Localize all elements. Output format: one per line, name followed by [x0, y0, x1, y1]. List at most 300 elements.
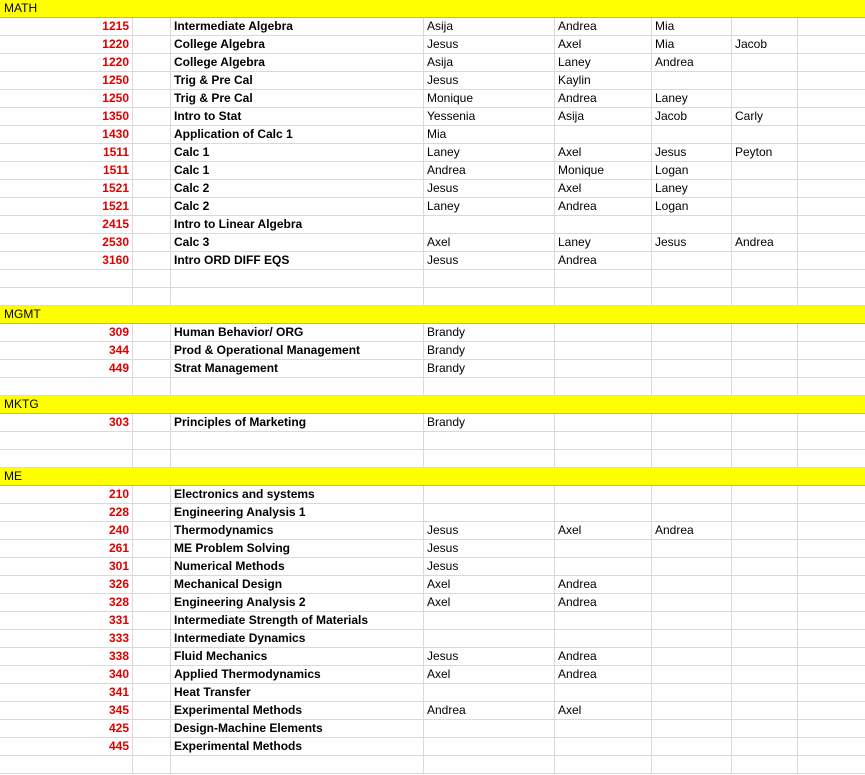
empty-cell[interactable]	[0, 378, 133, 395]
tutor-name-cell[interactable]	[732, 216, 798, 233]
course-number-cell[interactable]: 341	[0, 684, 133, 701]
tutor-name-cell[interactable]: Andrea	[652, 54, 732, 71]
empty-cell[interactable]	[798, 414, 865, 431]
empty-cell[interactable]	[424, 432, 555, 449]
tutor-name-cell[interactable]: Axel	[555, 36, 652, 53]
empty-cell[interactable]	[798, 558, 865, 575]
department-label[interactable]: MKTG	[4, 397, 39, 411]
course-number-cell[interactable]: 1521	[0, 180, 133, 197]
tutor-name-cell[interactable]: Axel	[555, 702, 652, 719]
tutor-name-cell[interactable]: Jacob	[732, 36, 798, 53]
course-title-cell[interactable]: Strat Management	[171, 360, 424, 377]
tutor-name-cell[interactable]	[424, 216, 555, 233]
course-title-cell[interactable]: Intro ORD DIFF EQS	[171, 252, 424, 269]
empty-cell[interactable]	[798, 288, 865, 305]
empty-cell[interactable]	[798, 684, 865, 701]
course-title-cell[interactable]: Calc 2	[171, 180, 424, 197]
course-title-cell[interactable]: Trig & Pre Cal	[171, 90, 424, 107]
tutor-name-cell[interactable]: Laney	[555, 54, 652, 71]
empty-cell[interactable]	[555, 378, 652, 395]
course-number-cell[interactable]: 228	[0, 504, 133, 521]
tutor-name-cell[interactable]	[652, 504, 732, 521]
course-title-cell[interactable]: College Algebra	[171, 36, 424, 53]
tutor-name-cell[interactable]: Laney	[424, 144, 555, 161]
course-number-cell[interactable]: 2530	[0, 234, 133, 251]
empty-cell[interactable]	[133, 666, 171, 683]
tutor-name-cell[interactable]: Axel	[424, 666, 555, 683]
empty-cell[interactable]	[798, 630, 865, 647]
tutor-name-cell[interactable]	[652, 720, 732, 737]
tutor-name-cell[interactable]	[732, 126, 798, 143]
course-title-cell[interactable]: Calc 1	[171, 144, 424, 161]
tutor-name-cell[interactable]	[652, 414, 732, 431]
course-number-cell[interactable]: 333	[0, 630, 133, 647]
empty-cell[interactable]	[798, 756, 865, 773]
tutor-name-cell[interactable]: Peyton	[732, 144, 798, 161]
tutor-name-cell[interactable]	[652, 216, 732, 233]
course-number-cell[interactable]: 1350	[0, 108, 133, 125]
course-title-cell[interactable]: Thermodynamics	[171, 522, 424, 539]
tutor-name-cell[interactable]: Brandy	[424, 324, 555, 341]
course-number-cell[interactable]: 1250	[0, 90, 133, 107]
tutor-name-cell[interactable]	[555, 540, 652, 557]
tutor-name-cell[interactable]	[555, 558, 652, 575]
tutor-name-cell[interactable]: Andrea	[555, 648, 652, 665]
tutor-name-cell[interactable]	[732, 648, 798, 665]
course-number-cell[interactable]: 1215	[0, 18, 133, 35]
empty-cell[interactable]	[133, 288, 171, 305]
tutor-name-cell[interactable]: Jesus	[424, 540, 555, 557]
tutor-name-cell[interactable]: Kaylin	[555, 72, 652, 89]
tutor-name-cell[interactable]: Andrea	[555, 198, 652, 215]
empty-cell[interactable]	[555, 432, 652, 449]
empty-cell[interactable]	[798, 198, 865, 215]
empty-cell[interactable]	[555, 288, 652, 305]
course-number-cell[interactable]: 1220	[0, 36, 133, 53]
empty-cell[interactable]	[133, 504, 171, 521]
tutor-name-cell[interactable]	[652, 72, 732, 89]
tutor-name-cell[interactable]	[732, 342, 798, 359]
tutor-name-cell[interactable]: Andrea	[555, 90, 652, 107]
course-title-cell[interactable]: Intermediate Strength of Materials	[171, 612, 424, 629]
empty-cell[interactable]	[0, 270, 133, 287]
tutor-name-cell[interactable]: Jesus	[424, 252, 555, 269]
tutor-name-cell[interactable]	[555, 738, 652, 755]
empty-cell[interactable]	[133, 108, 171, 125]
empty-cell[interactable]	[798, 504, 865, 521]
tutor-name-cell[interactable]: Brandy	[424, 360, 555, 377]
empty-cell[interactable]	[133, 180, 171, 197]
course-number-cell[interactable]: 449	[0, 360, 133, 377]
tutor-name-cell[interactable]	[732, 18, 798, 35]
empty-cell[interactable]	[732, 450, 798, 467]
tutor-name-cell[interactable]	[732, 666, 798, 683]
tutor-name-cell[interactable]: Brandy	[424, 414, 555, 431]
department-label[interactable]: MGMT	[4, 307, 41, 321]
course-title-cell[interactable]: Applied Thermodynamics	[171, 666, 424, 683]
tutor-name-cell[interactable]	[555, 630, 652, 647]
tutor-name-cell[interactable]	[424, 630, 555, 647]
tutor-name-cell[interactable]	[555, 504, 652, 521]
course-title-cell[interactable]: Engineering Analysis 1	[171, 504, 424, 521]
tutor-name-cell[interactable]: Asija	[424, 18, 555, 35]
tutor-name-cell[interactable]	[652, 630, 732, 647]
course-number-cell[interactable]: 2415	[0, 216, 133, 233]
empty-cell[interactable]	[732, 270, 798, 287]
course-title-cell[interactable]: Intermediate Dynamics	[171, 630, 424, 647]
empty-cell[interactable]	[798, 486, 865, 503]
course-number-cell[interactable]: 1511	[0, 144, 133, 161]
empty-cell[interactable]	[133, 234, 171, 251]
tutor-name-cell[interactable]	[555, 216, 652, 233]
tutor-name-cell[interactable]	[652, 540, 732, 557]
empty-cell[interactable]	[798, 90, 865, 107]
course-number-cell[interactable]: 1511	[0, 162, 133, 179]
tutor-name-cell[interactable]: Monique	[424, 90, 555, 107]
empty-cell[interactable]	[652, 450, 732, 467]
empty-cell[interactable]	[798, 612, 865, 629]
tutor-name-cell[interactable]	[652, 360, 732, 377]
course-title-cell[interactable]: Trig & Pre Cal	[171, 72, 424, 89]
empty-cell[interactable]	[798, 252, 865, 269]
empty-cell[interactable]	[0, 288, 133, 305]
tutor-name-cell[interactable]: Logan	[652, 198, 732, 215]
course-number-cell[interactable]: 1250	[0, 72, 133, 89]
tutor-name-cell[interactable]: Jesus	[424, 648, 555, 665]
tutor-name-cell[interactable]	[732, 612, 798, 629]
empty-cell[interactable]	[171, 270, 424, 287]
tutor-name-cell[interactable]	[732, 540, 798, 557]
empty-cell[interactable]	[424, 270, 555, 287]
empty-cell[interactable]	[798, 576, 865, 593]
empty-cell[interactable]	[798, 432, 865, 449]
tutor-name-cell[interactable]: Axel	[424, 234, 555, 251]
tutor-name-cell[interactable]	[555, 720, 652, 737]
course-title-cell[interactable]: Mechanical Design	[171, 576, 424, 593]
tutor-name-cell[interactable]	[652, 558, 732, 575]
empty-cell[interactable]	[133, 414, 171, 431]
tutor-name-cell[interactable]: Logan	[652, 162, 732, 179]
course-number-cell[interactable]: 1220	[0, 54, 133, 71]
tutor-name-cell[interactable]	[732, 738, 798, 755]
tutor-name-cell[interactable]: Jesus	[424, 558, 555, 575]
empty-cell[interactable]	[798, 324, 865, 341]
empty-cell[interactable]	[555, 756, 652, 773]
empty-cell[interactable]	[171, 756, 424, 773]
empty-cell[interactable]	[798, 648, 865, 665]
tutor-name-cell[interactable]: Andrea	[555, 576, 652, 593]
empty-cell[interactable]	[798, 666, 865, 683]
tutor-name-cell[interactable]	[732, 414, 798, 431]
tutor-name-cell[interactable]: Laney	[424, 198, 555, 215]
tutor-name-cell[interactable]: Asija	[424, 54, 555, 71]
course-title-cell[interactable]: Calc 2	[171, 198, 424, 215]
empty-cell[interactable]	[652, 288, 732, 305]
course-title-cell[interactable]: Intermediate Algebra	[171, 18, 424, 35]
empty-cell[interactable]	[798, 720, 865, 737]
tutor-name-cell[interactable]: Andrea	[732, 234, 798, 251]
course-title-cell[interactable]: ME Problem Solving	[171, 540, 424, 557]
empty-cell[interactable]	[798, 270, 865, 287]
course-number-cell[interactable]: 301	[0, 558, 133, 575]
empty-cell[interactable]	[798, 522, 865, 539]
empty-cell[interactable]	[133, 486, 171, 503]
course-title-cell[interactable]: Principles of Marketing	[171, 414, 424, 431]
course-number-cell[interactable]: 328	[0, 594, 133, 611]
empty-cell[interactable]	[171, 450, 424, 467]
tutor-name-cell[interactable]	[652, 612, 732, 629]
tutor-name-cell[interactable]: Laney	[652, 90, 732, 107]
tutor-name-cell[interactable]	[555, 126, 652, 143]
empty-cell[interactable]	[133, 756, 171, 773]
empty-cell[interactable]	[555, 450, 652, 467]
course-number-cell[interactable]: 425	[0, 720, 133, 737]
empty-cell[interactable]	[0, 432, 133, 449]
tutor-name-cell[interactable]	[652, 666, 732, 683]
tutor-name-cell[interactable]: Axel	[424, 576, 555, 593]
course-number-cell[interactable]: 210	[0, 486, 133, 503]
tutor-name-cell[interactable]	[652, 126, 732, 143]
empty-cell[interactable]	[652, 378, 732, 395]
tutor-name-cell[interactable]	[732, 558, 798, 575]
tutor-name-cell[interactable]	[732, 720, 798, 737]
empty-cell[interactable]	[133, 738, 171, 755]
empty-cell[interactable]	[798, 144, 865, 161]
course-title-cell[interactable]: Intro to Stat	[171, 108, 424, 125]
tutor-name-cell[interactable]	[652, 486, 732, 503]
tutor-name-cell[interactable]: Andrea	[652, 522, 732, 539]
tutor-name-cell[interactable]: Jesus	[652, 144, 732, 161]
course-number-cell[interactable]: 303	[0, 414, 133, 431]
department-label[interactable]: MATH	[4, 1, 38, 15]
course-title-cell[interactable]: Calc 1	[171, 162, 424, 179]
tutor-name-cell[interactable]	[424, 486, 555, 503]
tutor-name-cell[interactable]	[652, 252, 732, 269]
empty-cell[interactable]	[798, 216, 865, 233]
tutor-name-cell[interactable]	[652, 738, 732, 755]
tutor-name-cell[interactable]	[555, 360, 652, 377]
empty-cell[interactable]	[133, 342, 171, 359]
tutor-name-cell[interactable]	[424, 738, 555, 755]
course-number-cell[interactable]: 331	[0, 612, 133, 629]
course-number-cell[interactable]: 340	[0, 666, 133, 683]
tutor-name-cell[interactable]	[555, 612, 652, 629]
tutor-name-cell[interactable]: Axel	[555, 144, 652, 161]
course-title-cell[interactable]: Numerical Methods	[171, 558, 424, 575]
empty-cell[interactable]	[133, 324, 171, 341]
tutor-name-cell[interactable]	[732, 180, 798, 197]
course-number-cell[interactable]: 445	[0, 738, 133, 755]
tutor-name-cell[interactable]: Laney	[555, 234, 652, 251]
course-title-cell[interactable]: College Algebra	[171, 54, 424, 71]
course-title-cell[interactable]: Application of Calc 1	[171, 126, 424, 143]
empty-cell[interactable]	[133, 252, 171, 269]
course-title-cell[interactable]: Experimental Methods	[171, 738, 424, 755]
course-title-cell[interactable]: Fluid Mechanics	[171, 648, 424, 665]
department-label[interactable]: ME	[4, 469, 22, 483]
empty-cell[interactable]	[133, 576, 171, 593]
course-number-cell[interactable]: 3160	[0, 252, 133, 269]
tutor-name-cell[interactable]: Jesus	[424, 180, 555, 197]
tutor-name-cell[interactable]: Andrea	[555, 252, 652, 269]
tutor-name-cell[interactable]	[732, 198, 798, 215]
course-number-cell[interactable]: 261	[0, 540, 133, 557]
empty-cell[interactable]	[133, 198, 171, 215]
tutor-name-cell[interactable]: Andrea	[555, 666, 652, 683]
tutor-name-cell[interactable]	[424, 612, 555, 629]
empty-cell[interactable]	[798, 126, 865, 143]
empty-cell[interactable]	[798, 360, 865, 377]
tutor-name-cell[interactable]	[732, 684, 798, 701]
empty-cell[interactable]	[798, 162, 865, 179]
tutor-name-cell[interactable]	[555, 414, 652, 431]
course-number-cell[interactable]: 338	[0, 648, 133, 665]
empty-cell[interactable]	[732, 756, 798, 773]
course-title-cell[interactable]: Electronics and systems	[171, 486, 424, 503]
empty-cell[interactable]	[133, 360, 171, 377]
course-title-cell[interactable]: Calc 3	[171, 234, 424, 251]
tutor-name-cell[interactable]	[555, 684, 652, 701]
tutor-name-cell[interactable]: Andrea	[555, 594, 652, 611]
empty-cell[interactable]	[798, 72, 865, 89]
course-title-cell[interactable]: Heat Transfer	[171, 684, 424, 701]
course-number-cell[interactable]: 345	[0, 702, 133, 719]
tutor-name-cell[interactable]	[555, 486, 652, 503]
tutor-name-cell[interactable]: Axel	[555, 522, 652, 539]
tutor-name-cell[interactable]	[732, 504, 798, 521]
empty-cell[interactable]	[133, 126, 171, 143]
empty-cell[interactable]	[424, 288, 555, 305]
tutor-name-cell[interactable]: Carly	[732, 108, 798, 125]
empty-cell[interactable]	[133, 450, 171, 467]
empty-cell[interactable]	[798, 180, 865, 197]
empty-cell[interactable]	[798, 540, 865, 557]
course-number-cell[interactable]: 240	[0, 522, 133, 539]
course-title-cell[interactable]: Human Behavior/ ORG	[171, 324, 424, 341]
tutor-name-cell[interactable]	[732, 702, 798, 719]
tutor-name-cell[interactable]: Jesus	[652, 234, 732, 251]
empty-cell[interactable]	[133, 144, 171, 161]
tutor-name-cell[interactable]: Andrea	[555, 18, 652, 35]
empty-cell[interactable]	[652, 432, 732, 449]
empty-cell[interactable]	[133, 630, 171, 647]
course-number-cell[interactable]: 344	[0, 342, 133, 359]
empty-cell[interactable]	[798, 234, 865, 251]
empty-cell[interactable]	[652, 756, 732, 773]
empty-cell[interactable]	[798, 450, 865, 467]
tutor-name-cell[interactable]	[555, 342, 652, 359]
empty-cell[interactable]	[133, 432, 171, 449]
empty-cell[interactable]	[732, 288, 798, 305]
tutor-name-cell[interactable]: Jesus	[424, 72, 555, 89]
empty-cell[interactable]	[133, 216, 171, 233]
tutor-name-cell[interactable]: Axel	[555, 180, 652, 197]
tutor-name-cell[interactable]: Mia	[652, 36, 732, 53]
tutor-name-cell[interactable]	[732, 522, 798, 539]
empty-cell[interactable]	[133, 612, 171, 629]
tutor-name-cell[interactable]: Axel	[424, 594, 555, 611]
empty-cell[interactable]	[133, 720, 171, 737]
empty-cell[interactable]	[424, 378, 555, 395]
tutor-name-cell[interactable]	[732, 252, 798, 269]
empty-cell[interactable]	[798, 108, 865, 125]
empty-cell[interactable]	[133, 90, 171, 107]
empty-cell[interactable]	[133, 72, 171, 89]
tutor-name-cell[interactable]	[652, 684, 732, 701]
tutor-name-cell[interactable]	[732, 90, 798, 107]
empty-cell[interactable]	[133, 648, 171, 665]
empty-cell[interactable]	[424, 450, 555, 467]
empty-cell[interactable]	[133, 594, 171, 611]
empty-cell[interactable]	[133, 540, 171, 557]
empty-cell[interactable]	[798, 54, 865, 71]
tutor-name-cell[interactable]	[652, 702, 732, 719]
tutor-name-cell[interactable]	[732, 54, 798, 71]
tutor-name-cell[interactable]	[424, 504, 555, 521]
empty-cell[interactable]	[0, 756, 133, 773]
tutor-name-cell[interactable]	[732, 72, 798, 89]
empty-cell[interactable]	[0, 450, 133, 467]
course-number-cell[interactable]: 1430	[0, 126, 133, 143]
empty-cell[interactable]	[133, 162, 171, 179]
empty-cell[interactable]	[798, 342, 865, 359]
tutor-name-cell[interactable]: Jacob	[652, 108, 732, 125]
empty-cell[interactable]	[732, 432, 798, 449]
empty-cell[interactable]	[171, 432, 424, 449]
tutor-name-cell[interactable]	[732, 324, 798, 341]
tutor-name-cell[interactable]: Yessenia	[424, 108, 555, 125]
empty-cell[interactable]	[171, 378, 424, 395]
tutor-name-cell[interactable]	[652, 576, 732, 593]
tutor-name-cell[interactable]: Andrea	[424, 702, 555, 719]
course-number-cell[interactable]: 1521	[0, 198, 133, 215]
tutor-name-cell[interactable]	[555, 324, 652, 341]
empty-cell[interactable]	[798, 594, 865, 611]
tutor-name-cell[interactable]: Andrea	[424, 162, 555, 179]
empty-cell[interactable]	[424, 756, 555, 773]
course-title-cell[interactable]: Experimental Methods	[171, 702, 424, 719]
empty-cell[interactable]	[133, 18, 171, 35]
tutor-name-cell[interactable]	[652, 648, 732, 665]
course-title-cell[interactable]: Design-Machine Elements	[171, 720, 424, 737]
tutor-name-cell[interactable]	[652, 342, 732, 359]
tutor-name-cell[interactable]: Asija	[555, 108, 652, 125]
course-title-cell[interactable]: Intro to Linear Algebra	[171, 216, 424, 233]
tutor-name-cell[interactable]	[732, 576, 798, 593]
course-title-cell[interactable]: Prod & Operational Management	[171, 342, 424, 359]
tutor-name-cell[interactable]	[652, 594, 732, 611]
empty-cell[interactable]	[133, 36, 171, 53]
tutor-name-cell[interactable]	[732, 162, 798, 179]
course-number-cell[interactable]: 309	[0, 324, 133, 341]
course-title-cell[interactable]: Engineering Analysis 2	[171, 594, 424, 611]
empty-cell[interactable]	[133, 378, 171, 395]
empty-cell[interactable]	[133, 54, 171, 71]
tutor-name-cell[interactable]: Monique	[555, 162, 652, 179]
tutor-name-cell[interactable]	[732, 360, 798, 377]
empty-cell[interactable]	[798, 738, 865, 755]
tutor-name-cell[interactable]: Jesus	[424, 36, 555, 53]
empty-cell[interactable]	[798, 18, 865, 35]
tutor-name-cell[interactable]	[424, 720, 555, 737]
tutor-name-cell[interactable]: Jesus	[424, 522, 555, 539]
empty-cell[interactable]	[555, 270, 652, 287]
empty-cell[interactable]	[652, 270, 732, 287]
tutor-name-cell[interactable]	[732, 594, 798, 611]
empty-cell[interactable]	[133, 684, 171, 701]
empty-cell[interactable]	[798, 378, 865, 395]
tutor-name-cell[interactable]	[732, 630, 798, 647]
